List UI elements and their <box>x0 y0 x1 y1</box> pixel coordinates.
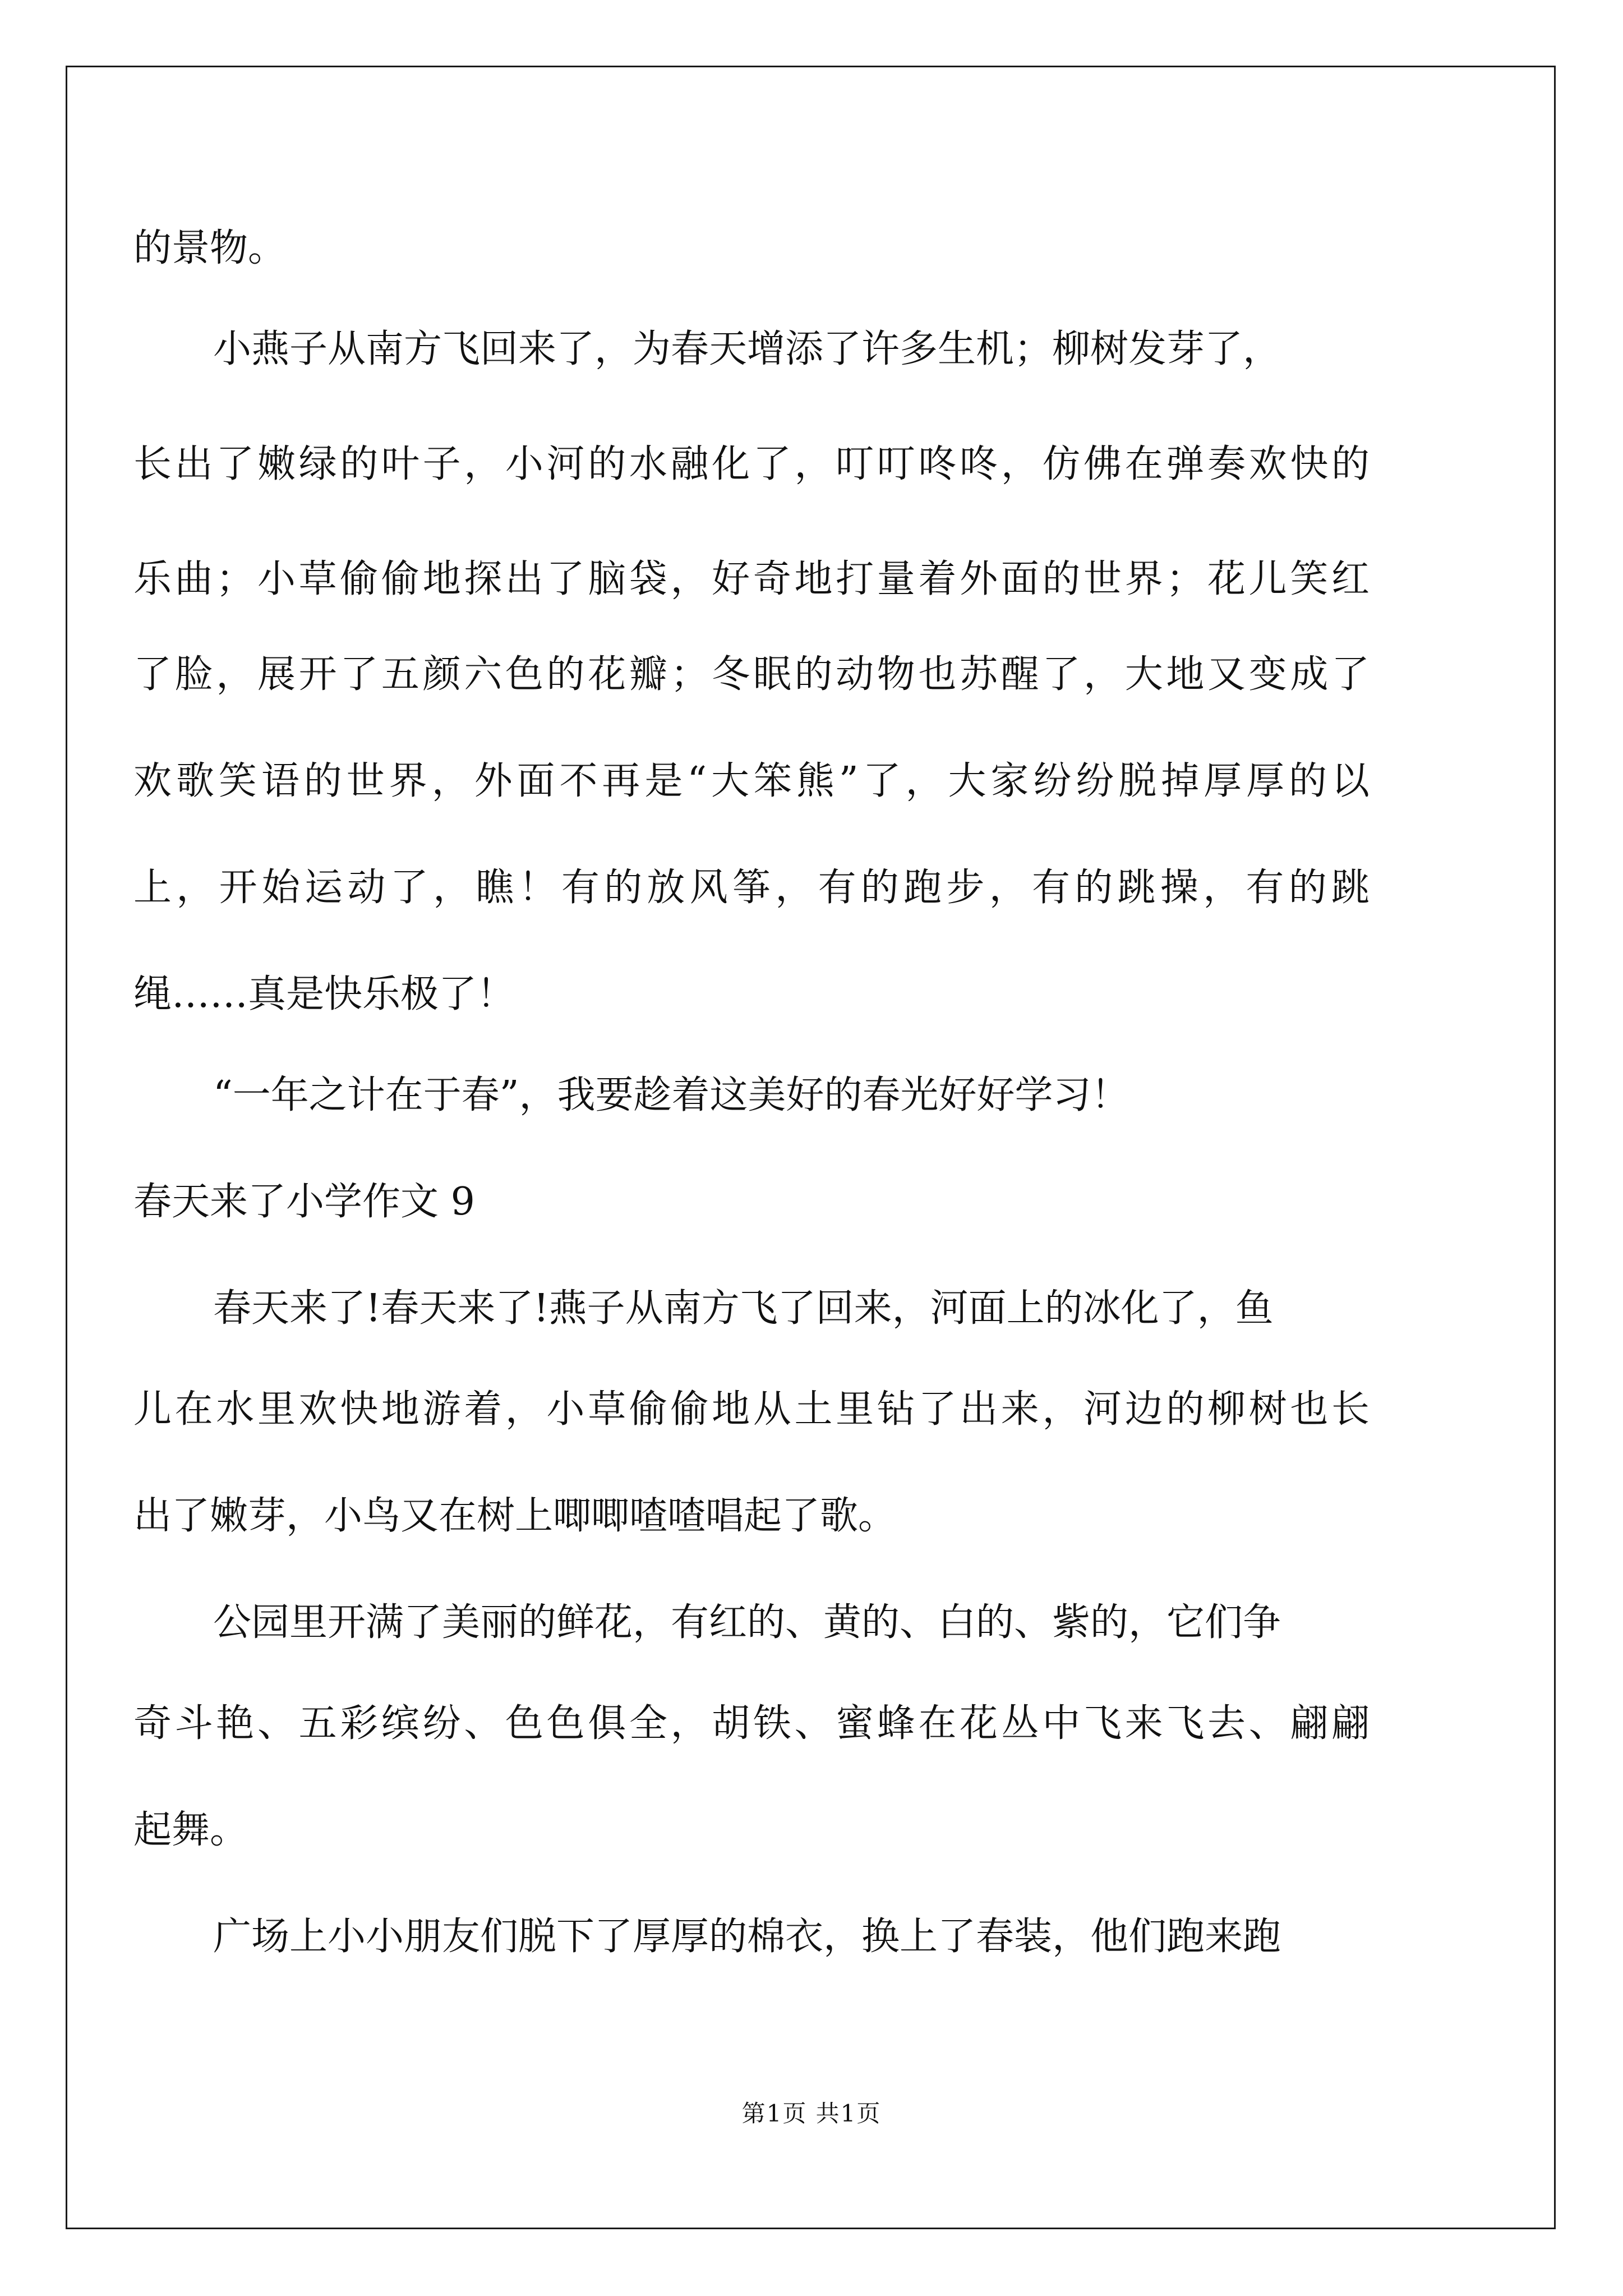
text-line: 小燕子从南方飞回来了，为春天增添了许多生机；柳树发芽了， <box>213 327 1281 371</box>
text-line: 公园里开满了美丽的鲜花，有红的、黄的、白的、紫的，它们争 <box>213 1600 1281 1645</box>
text-line: 广场上小小朋友们脱下了厚厚的棉衣，换上了春装，他们跑来跑 <box>213 1915 1281 1959</box>
section-heading: 春天来了小学作文 9 <box>133 1180 475 1224</box>
page-border <box>66 66 1556 2229</box>
text-line: 出了嫩芽，小鸟又在树上唧唧喳喳唱起了歌。 <box>133 1494 897 1538</box>
text-line: 的景物。 <box>133 226 287 270</box>
text-line: 长出了嫩绿的叶子，小河的水融化了，叮叮咚咚，仿佛在弹奏欢快的 <box>133 442 1370 486</box>
text-line: 欢歌笑语的世界，外面不再是“大笨熊”了，大家纷纷脱掉厚厚的以 <box>133 759 1370 803</box>
text-line: 儿在水里欢快地游着，小草偷偷地从土里钻了出来，河边的柳树也长 <box>133 1387 1370 1432</box>
text-line: 上，开始运动了，瞧！有的放风筝，有的跑步，有的跳操，有的跳 <box>133 866 1370 910</box>
text-line: “一年之计在于春”，我要趁着这美好的春光好好学习！ <box>213 1073 1129 1117</box>
text-line: 绳……真是快乐极了！ <box>133 972 515 1016</box>
text-line: 春天来了!春天来了!燕子从南方飞了回来，河面上的冰化了，鱼 <box>213 1286 1274 1331</box>
text-line: 奇斗艳、五彩缤纷、色色俱全，胡铁、蜜蜂在花丛中飞来飞去、翩翩 <box>133 1701 1370 1746</box>
text-line: 了脸，展开了五颜六色的花瓣；冬眠的动物也苏醒了，大地又变成了 <box>133 652 1370 697</box>
page-number-footer: 第1页 共1页 <box>741 2100 882 2127</box>
text-line: 乐曲；小草偷偷地探出了脑袋，好奇地打量着外面的世界；花儿笑红 <box>133 557 1370 601</box>
text-line: 起舞。 <box>133 1808 248 1852</box>
